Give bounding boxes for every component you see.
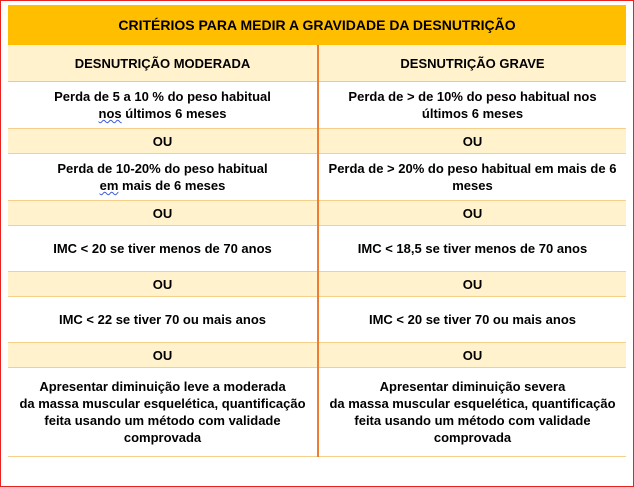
severe-bmi-under-70: IMC < 18,5 se tiver menos de 70 anos — [318, 226, 626, 272]
or-separator-row — [8, 343, 626, 368]
or-label: OU — [8, 272, 318, 297]
table-title: CRITÉRIOS PARA MEDIR A GRAVIDADE DA DESNUTRIÇÃO — [8, 5, 626, 45]
moderate-bmi-under-70: IMC < 20 se tiver menos de 70 anos — [8, 226, 318, 272]
moderate-muscle-mass: Apresentar diminuição leve a moderada da massa muscular esquelética, quantificação feita usando um método com validade comprovada — [8, 368, 318, 457]
column-header-severe: DESNUTRIÇÃO GRAVE — [318, 45, 626, 82]
column-header-moderate: DESNUTRIÇÃO MODERADA — [8, 45, 318, 82]
moderate-weight-loss-1: Perda de 5 a 10 % do peso habitual nos últimos 6 meses — [8, 82, 318, 129]
moderate-weight-loss-2: Perda de 10-20% do peso habitual em mais de 6 meses — [8, 154, 318, 201]
severe-weight-loss-1: Perda de > de 10% do peso habitual nos últimos 6 meses — [318, 82, 626, 129]
severe-muscle-mass: Apresentar diminuição severa da massa muscular esquelética, quantificação feita usando um método com validade comprovada — [318, 368, 626, 457]
header-row — [8, 45, 626, 82]
or-label: OU — [8, 343, 318, 368]
or-label: OU — [318, 272, 626, 297]
or-label: OU — [318, 129, 626, 154]
severe-weight-loss-2: Perda de > 20% do peso habitual em mais de 6 meses — [318, 154, 626, 201]
table-row — [8, 226, 626, 272]
table-row — [8, 82, 626, 129]
or-label: OU — [8, 201, 318, 226]
table-row — [8, 154, 626, 201]
moderate-bmi-70-plus: IMC < 22 se tiver 70 ou mais anos — [8, 297, 318, 343]
or-separator-row — [8, 129, 626, 154]
table-row — [8, 297, 626, 343]
or-label: OU — [8, 129, 318, 154]
table-row — [8, 368, 626, 457]
criteria-table — [8, 45, 626, 457]
or-label: OU — [318, 343, 626, 368]
or-separator-row — [8, 201, 626, 226]
severe-bmi-70-plus: IMC < 20 se tiver 70 ou mais anos — [318, 297, 626, 343]
or-label: OU — [318, 201, 626, 226]
or-separator-row — [8, 272, 626, 297]
